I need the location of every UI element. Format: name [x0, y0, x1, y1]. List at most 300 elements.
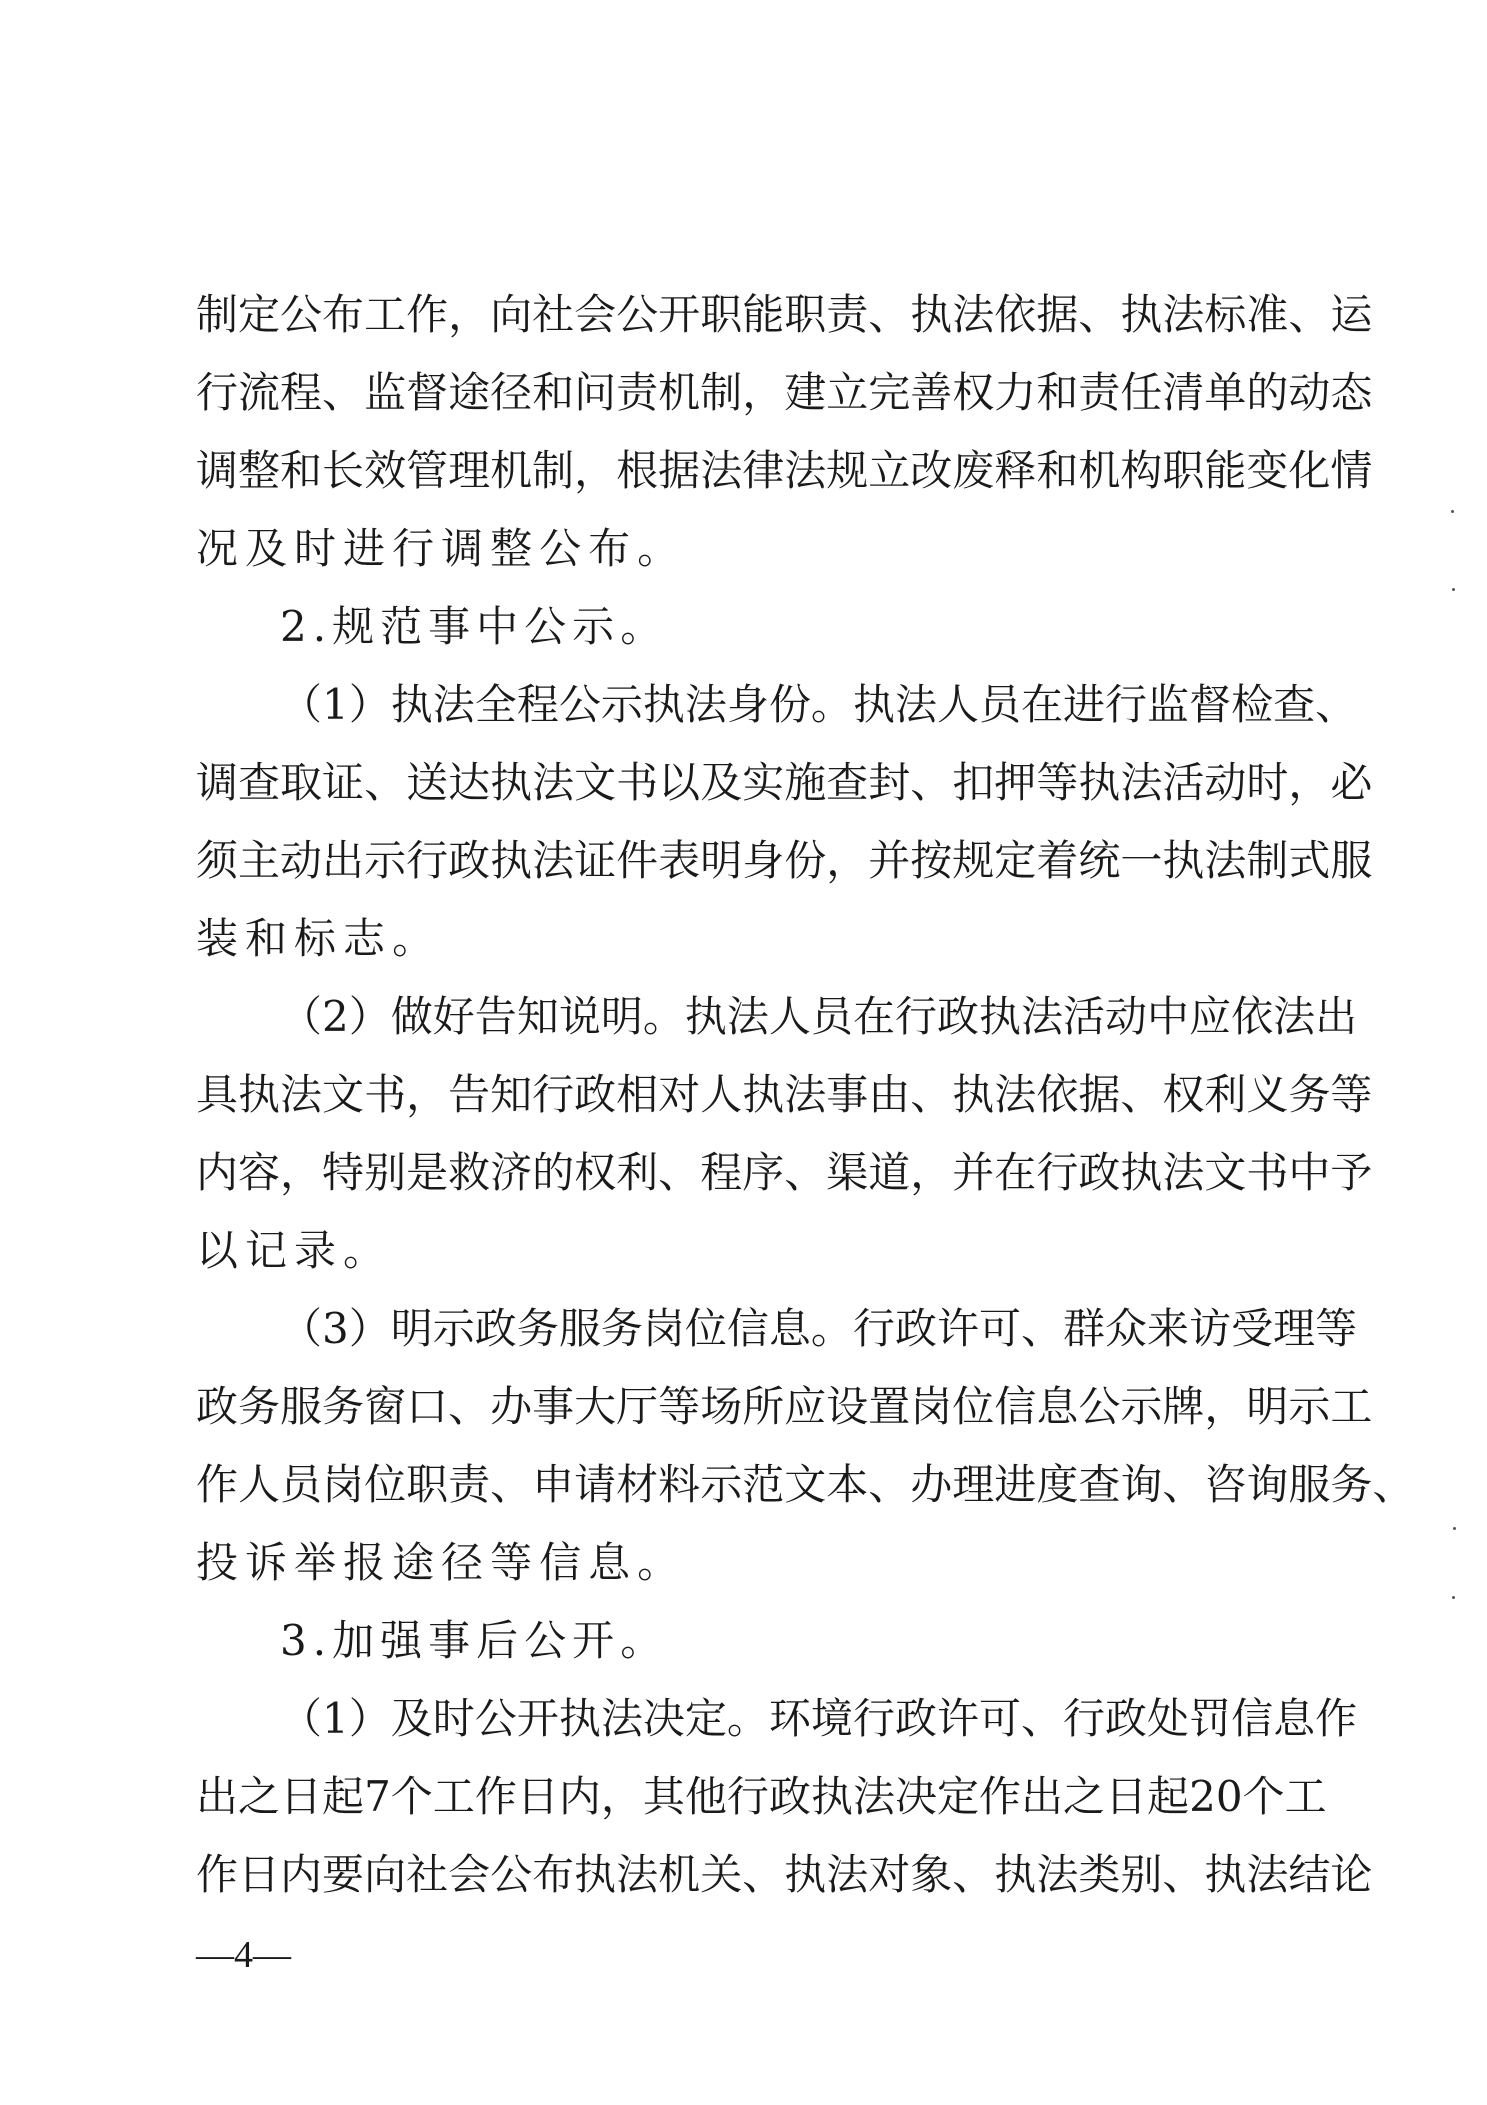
- text-char: 根: [616, 446, 659, 495]
- text-char: 志: [343, 914, 386, 963]
- text-char: 法: [826, 1850, 869, 1899]
- text-line-14: [196, 1290, 1358, 1368]
- text-char: 义: [1246, 1070, 1289, 1119]
- text-char: 和: [532, 368, 575, 417]
- text-char: 行: [406, 836, 449, 885]
- text-char: 法: [852, 1772, 895, 1821]
- text-char: 咨: [1204, 1460, 1247, 1509]
- text-char: 整: [238, 446, 281, 495]
- text-char: 政: [1078, 1148, 1121, 1197]
- text-char: 来: [1147, 1304, 1190, 1353]
- text-char: 行: [1036, 1148, 1079, 1197]
- text-char: 立: [868, 446, 911, 495]
- text-char: 场: [700, 1382, 743, 1431]
- text-char: 。: [642, 992, 685, 1041]
- text-char: 出: [196, 1772, 239, 1821]
- text-char: 法: [1162, 1148, 1205, 1197]
- text-char: 日: [280, 1772, 323, 1821]
- text-char: 封: [868, 758, 911, 807]
- text-char: 据: [658, 446, 701, 495]
- text-char: 责: [1078, 368, 1121, 417]
- text-char: 行: [852, 1694, 895, 1743]
- text-char: 在: [994, 1148, 1037, 1197]
- text-char: 询: [1246, 1460, 1289, 1509]
- text-char: 据: [1078, 1070, 1121, 1119]
- text-char: 法: [994, 1070, 1037, 1119]
- text-char: 务: [238, 1382, 281, 1431]
- text-char: 加: [332, 1616, 375, 1665]
- text-char: 询: [1120, 1460, 1163, 1509]
- text-char: 动: [1204, 758, 1247, 807]
- text-char: 法: [432, 680, 475, 729]
- text-char: 径: [490, 368, 533, 417]
- text-char: 、: [910, 1070, 953, 1119]
- text-char: 息: [1273, 1694, 1316, 1743]
- text-char: 关: [700, 1850, 743, 1899]
- text-char: ，: [574, 446, 617, 495]
- text-char: 信: [1231, 1694, 1274, 1743]
- text-line-11: [196, 1056, 1373, 1134]
- text-char: 2: [280, 602, 307, 651]
- body-text: [196, 276, 1415, 1914]
- text-char: 执: [852, 680, 895, 729]
- text-char: 执: [490, 836, 533, 885]
- text-char: ，: [280, 1148, 323, 1197]
- text-char: 规: [826, 446, 869, 495]
- text-char: 制: [1246, 836, 1289, 885]
- text-char: 政: [196, 1382, 239, 1431]
- text-char: 内: [558, 1772, 601, 1821]
- text-char: 示: [600, 680, 643, 729]
- text-char: 统: [1078, 836, 1121, 885]
- text-char: 示: [364, 836, 407, 885]
- text-char: 法: [784, 446, 827, 495]
- text-char: 员: [810, 992, 853, 1041]
- text-char: 以: [658, 758, 701, 807]
- text-char: 信: [726, 1304, 769, 1353]
- text-char: 依: [1231, 992, 1274, 1041]
- text-char: 由: [868, 1070, 911, 1119]
- text-char: 行: [532, 1070, 575, 1119]
- text-char: 申: [532, 1460, 575, 1509]
- text-char: 政: [894, 1304, 937, 1353]
- text-char: 权: [952, 368, 995, 417]
- text-char: ，: [826, 836, 869, 885]
- text-char: 出: [1021, 1772, 1064, 1821]
- text-char: 执: [784, 1850, 827, 1899]
- text-char: 7: [364, 1772, 391, 1821]
- text-char: 构: [1120, 446, 1163, 495]
- text-char: 须: [196, 836, 239, 885]
- text-char: 份: [784, 836, 827, 885]
- text-char: 、: [742, 1850, 785, 1899]
- text-char: 具: [196, 1070, 239, 1119]
- text-char: 执: [1120, 290, 1163, 339]
- text-line-4: [196, 510, 1326, 588]
- text-char: 查: [1273, 680, 1316, 729]
- text-char: 监: [1147, 680, 1190, 729]
- text-line-19: [196, 1680, 1358, 1758]
- text-char: 件: [616, 836, 659, 885]
- text-char: 法: [726, 992, 769, 1041]
- text-char: 工: [364, 290, 407, 339]
- text-char: 社: [406, 1850, 449, 1899]
- text-char: 务: [1330, 1460, 1373, 1509]
- text-char: 一: [1120, 836, 1163, 885]
- text-char: 能: [742, 290, 785, 339]
- text-char: 对: [868, 1850, 911, 1899]
- text-char: 执: [978, 992, 1021, 1041]
- text-char: 日: [238, 1850, 281, 1899]
- text-char: 、: [1120, 1070, 1163, 1119]
- text-char: 报: [343, 1538, 386, 1587]
- text-char: 向: [490, 290, 533, 339]
- text-char: 态: [1330, 368, 1373, 417]
- text-char: 料: [658, 1460, 701, 1509]
- text-line-17: [196, 1524, 1326, 1602]
- text-char: 信: [539, 1538, 582, 1587]
- text-char: 份: [768, 680, 811, 729]
- text-char: 众: [1105, 1304, 1148, 1353]
- text-char: 法: [952, 290, 995, 339]
- text-char: 定: [937, 1772, 980, 1821]
- text-char: 。: [637, 1538, 680, 1587]
- text-char: 理: [448, 446, 491, 495]
- text-char: 和: [280, 446, 323, 495]
- text-line-16: [196, 1446, 1415, 1524]
- text-char: 务: [516, 1304, 559, 1353]
- text-char: 。: [392, 914, 435, 963]
- text-char: 置: [868, 1382, 911, 1431]
- text-line-12: [196, 1134, 1373, 1212]
- text-char: 知: [490, 1070, 533, 1119]
- text-char: 向: [364, 1850, 407, 1899]
- text-char: 善: [910, 368, 953, 417]
- text-char: 活: [1063, 992, 1106, 1041]
- text-char: 工: [1330, 1382, 1373, 1431]
- text-char: 处: [1147, 1694, 1190, 1743]
- text-char: 请: [574, 1460, 617, 1509]
- text-char: 起: [1147, 1772, 1190, 1821]
- text-char: 途: [392, 1538, 435, 1587]
- text-char: 文: [1204, 1148, 1247, 1197]
- text-char: 及: [700, 758, 743, 807]
- text-char: 、: [658, 1148, 701, 1197]
- text-char: 好: [432, 992, 475, 1041]
- text-char: ，: [406, 1070, 449, 1119]
- text-char: 法: [1021, 992, 1064, 1041]
- text-char: 政: [936, 992, 979, 1041]
- text-char: 开: [572, 1616, 615, 1665]
- text-char: 执: [558, 1694, 601, 1743]
- text-char: 执: [1120, 1148, 1163, 1197]
- text-char: 执: [642, 680, 685, 729]
- text-char: 、: [322, 368, 365, 417]
- text-char: 执: [1204, 1850, 1247, 1899]
- text-char: 整: [490, 524, 533, 573]
- text-char: 理: [1273, 1304, 1316, 1353]
- text-char: 应: [1189, 992, 1232, 1041]
- text-char: 公: [1078, 1382, 1121, 1431]
- text-char: 监: [364, 368, 407, 417]
- text-char: 问: [574, 368, 617, 417]
- text-char: 、: [1315, 680, 1358, 729]
- text-char: 中: [1147, 992, 1190, 1041]
- text-char: 1: [322, 1694, 349, 1743]
- text-char: 之: [238, 1772, 281, 1821]
- text-char: 3: [322, 1304, 349, 1353]
- text-char: 材: [616, 1460, 659, 1509]
- text-char: 录: [294, 1226, 337, 1275]
- text-char: 位: [684, 1304, 727, 1353]
- text-char: 行: [196, 368, 239, 417]
- text-char: 标: [1204, 290, 1247, 339]
- text-char: 记: [245, 1226, 288, 1275]
- text-char: 容: [238, 1148, 281, 1197]
- text-char: 应: [784, 1382, 827, 1431]
- text-char: 20: [1189, 1772, 1243, 1821]
- text-line-6: [196, 666, 1358, 744]
- text-line-2: [196, 354, 1373, 432]
- text-char: 行: [726, 1772, 769, 1821]
- text-char: 政: [574, 1070, 617, 1119]
- text-char: 示: [1120, 1382, 1163, 1431]
- text-char: 道: [868, 1148, 911, 1197]
- text-char: 示: [572, 602, 615, 651]
- text-char: 调: [441, 524, 484, 573]
- text-char: 等: [490, 1538, 533, 1587]
- text-char: 说: [558, 992, 601, 1041]
- text-char: 活: [1162, 758, 1205, 807]
- text-char: 个: [390, 1772, 433, 1821]
- text-char: 服: [1288, 1460, 1331, 1509]
- text-char: 明: [390, 1304, 433, 1353]
- text-char: 工: [1284, 1772, 1327, 1821]
- text-char: 政: [474, 1304, 517, 1353]
- text-char: 建: [784, 368, 827, 417]
- text-char: 和: [245, 914, 288, 963]
- text-char: 权: [1162, 1070, 1205, 1119]
- text-char: 的: [1246, 368, 1289, 417]
- text-char: ，: [742, 368, 785, 417]
- text-char: 送: [406, 758, 449, 807]
- text-char: 职: [784, 290, 827, 339]
- text-char: 执: [684, 992, 727, 1041]
- text-char: 、: [784, 1148, 827, 1197]
- text-char: 依: [994, 290, 1037, 339]
- text-char: 举: [294, 1538, 337, 1587]
- text-char: 人: [768, 992, 811, 1041]
- text-char: 结: [1288, 1850, 1331, 1899]
- text-char: 执: [1162, 836, 1205, 885]
- text-char: 法: [1273, 992, 1316, 1041]
- text-char: 。: [343, 1226, 386, 1275]
- text-char: 查: [826, 758, 869, 807]
- text-char: 息: [768, 1304, 811, 1353]
- text-char: 执: [952, 1070, 995, 1119]
- scan-speck: [1452, 588, 1455, 591]
- text-line-9: [196, 900, 1326, 978]
- text-char: 完: [868, 368, 911, 417]
- text-char: 事: [428, 602, 471, 651]
- text-char: 定: [684, 1694, 727, 1743]
- text-char: 检: [1231, 680, 1274, 729]
- text-char: 2: [322, 992, 349, 1041]
- text-char: 化: [1288, 446, 1331, 495]
- text-char: 管: [406, 446, 449, 495]
- text-char: 并: [952, 1148, 995, 1197]
- text-char: 行: [1105, 680, 1148, 729]
- text-char: 证: [574, 836, 617, 885]
- text-char: 改: [910, 446, 953, 495]
- text-char: 查: [238, 758, 281, 807]
- text-char: 机: [658, 1850, 701, 1899]
- text-char: 达: [448, 758, 491, 807]
- text-char: 许: [936, 1304, 979, 1353]
- text-char: 行: [894, 992, 937, 1041]
- text-char: 政: [448, 836, 491, 885]
- text-char: 文: [574, 758, 617, 807]
- text-char: 进: [994, 1460, 1037, 1509]
- text-char: 能: [1204, 446, 1247, 495]
- text-char: 及: [390, 1694, 433, 1743]
- text-char: 员: [978, 680, 1021, 729]
- text-char: 济: [490, 1148, 533, 1197]
- text-char: 制: [532, 446, 575, 495]
- text-char: 人: [936, 680, 979, 729]
- text-char: 调: [196, 446, 239, 495]
- text-char: 其: [642, 1772, 685, 1821]
- text-char: 范: [742, 1460, 785, 1509]
- text-char: 责: [826, 290, 869, 339]
- text-char: 布: [588, 524, 631, 573]
- text-char: 、: [1288, 290, 1331, 339]
- text-char: 、: [1162, 1460, 1205, 1509]
- text-char: 工: [432, 1772, 475, 1821]
- text-char: 任: [1120, 368, 1163, 417]
- text-char: 开: [516, 1694, 559, 1743]
- text-char: 等: [1315, 1304, 1358, 1353]
- text-char: 动: [1288, 368, 1331, 417]
- text-char: 时: [1246, 758, 1289, 807]
- text-char: 规: [332, 602, 375, 651]
- text-line-13: [196, 1212, 1326, 1290]
- text-char: 论: [1330, 1850, 1373, 1899]
- text-char: 法: [532, 836, 575, 885]
- text-char: 法: [684, 680, 727, 729]
- text-char: 长: [322, 446, 365, 495]
- text-char: ）: [348, 680, 391, 729]
- text-char: 法: [1120, 758, 1163, 807]
- text-char: 度: [1036, 1460, 1079, 1509]
- text-char: 3: [280, 1616, 307, 1665]
- text-char: ）: [348, 1694, 391, 1743]
- text-char: 、: [1078, 290, 1121, 339]
- text-char: 牌: [1162, 1382, 1205, 1431]
- text-char: 别: [364, 1148, 407, 1197]
- text-char: （: [280, 992, 323, 1041]
- text-char: 出: [1315, 992, 1358, 1041]
- text-char: 作: [406, 290, 449, 339]
- text-char: 书: [1246, 1148, 1289, 1197]
- text-char: 身: [726, 680, 769, 729]
- text-char: 罚: [1189, 1694, 1232, 1743]
- text-char: 据: [1036, 290, 1079, 339]
- text-char: 、: [364, 758, 407, 807]
- text-char: 告: [474, 992, 517, 1041]
- text-char: 公: [616, 290, 659, 339]
- text-char: 清: [1162, 368, 1205, 417]
- text-char: 明: [600, 992, 643, 1041]
- text-char: 法: [1162, 290, 1205, 339]
- text-char: 表: [658, 836, 701, 885]
- text-char: 政: [894, 1694, 937, 1743]
- page-number: —4—: [196, 1934, 291, 1976]
- text-char: 职: [1162, 446, 1205, 495]
- text-char: 务: [1288, 1070, 1331, 1119]
- text-char: 装: [196, 914, 239, 963]
- text-char: 书: [364, 1070, 407, 1119]
- text-char: 可: [978, 1304, 1021, 1353]
- text-char: 政: [1105, 1694, 1148, 1743]
- text-char: 环: [768, 1694, 811, 1743]
- text-char: 依: [1036, 1070, 1079, 1119]
- text-char: 执: [490, 758, 533, 807]
- text-char: 变: [1246, 446, 1289, 495]
- text-char: 投: [196, 1538, 239, 1587]
- text-char: 许: [936, 1694, 979, 1743]
- text-char: 行: [1063, 1694, 1106, 1743]
- text-char: 访: [1189, 1304, 1232, 1353]
- text-char: 受: [1231, 1304, 1274, 1353]
- text-char: 布: [322, 290, 365, 339]
- text-char: 办: [490, 1382, 533, 1431]
- text-char: 释: [994, 446, 1037, 495]
- text-char: 公: [558, 680, 601, 729]
- text-char: 执: [994, 1850, 1037, 1899]
- text-char: 时: [294, 524, 337, 573]
- text-char: 厅: [616, 1382, 659, 1431]
- text-char: 等: [658, 1382, 701, 1431]
- text-char: 明: [700, 836, 743, 885]
- text-char: （: [280, 680, 323, 729]
- text-char: 诉: [245, 1538, 288, 1587]
- text-char: 并: [868, 836, 911, 885]
- text-char: 、: [490, 1460, 533, 1509]
- text-char: ，: [448, 290, 491, 339]
- text-char: 。: [726, 1694, 769, 1743]
- text-char: 书: [616, 758, 659, 807]
- text-line-10: [196, 978, 1358, 1056]
- text-char: 会: [574, 290, 617, 339]
- text-char: 象: [910, 1850, 953, 1899]
- text-char: 实: [742, 758, 785, 807]
- text-char: 示: [432, 1304, 475, 1353]
- text-char: 机: [658, 368, 701, 417]
- text-char: 效: [364, 446, 407, 495]
- text-char: 告: [448, 1070, 491, 1119]
- text-char: 。: [810, 680, 853, 729]
- text-char: 作: [196, 1850, 239, 1899]
- text-char: 息: [588, 1538, 631, 1587]
- text-char: ，: [1204, 1382, 1247, 1431]
- text-char: 岗: [322, 1460, 365, 1509]
- text-char: 径: [441, 1538, 484, 1587]
- text-char: 作: [474, 1772, 517, 1821]
- text-char: 法: [700, 446, 743, 495]
- text-char: 调: [196, 758, 239, 807]
- text-char: 式: [1288, 836, 1331, 885]
